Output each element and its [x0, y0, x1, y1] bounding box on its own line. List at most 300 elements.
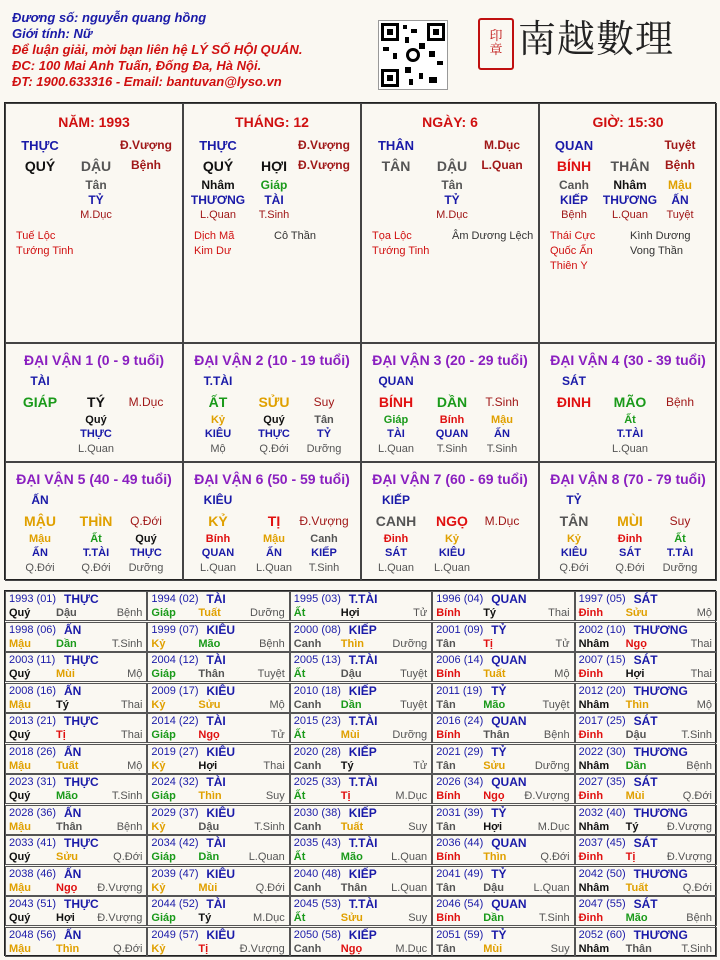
year-branch: Hợi: [340, 607, 360, 619]
year-branch: Dậu: [198, 820, 220, 833]
hidden-ten-god: TÀI: [387, 428, 405, 440]
year-ten-god: TÀI: [206, 592, 226, 606]
year-ten-god: KIẾP: [348, 866, 377, 881]
dai-van-cell: [183, 343, 361, 462]
ten-god: THỰC: [21, 138, 59, 153]
dai-van-cell: [539, 343, 717, 462]
hidden-ten-god: KIÊU: [438, 547, 466, 559]
hidden-ten-god: TÀI: [264, 193, 284, 207]
dai-van-god: TỶ: [566, 493, 582, 507]
year-cell: [575, 591, 717, 621]
dai-van-title: ĐẠI VẬN 6 (50 - 59 tuổi): [194, 471, 350, 487]
year-stage: L.Quan: [391, 881, 428, 894]
year-stem: Mậu: [9, 881, 31, 894]
year-cell: [432, 774, 574, 804]
year-label: 2045 (53): [293, 898, 341, 910]
year-ten-god: TỶ: [491, 683, 507, 698]
year-label: 1999 (07): [151, 623, 199, 636]
year-stage: M.Dục: [253, 912, 285, 924]
year-stem: Kỷ: [151, 942, 166, 955]
year-branch: Tuất: [198, 607, 221, 619]
year-branch: Mão: [56, 790, 78, 802]
year-cell: [147, 591, 289, 621]
dai-van-cell: [539, 462, 717, 581]
year-ten-god: T.TÀI: [348, 775, 378, 789]
year-stage: Đ.Vượng: [97, 881, 143, 894]
year-stem: Kỷ: [151, 759, 166, 772]
year-stem: Bính: [436, 851, 461, 863]
hidden-stage: T.Sinh: [436, 443, 468, 455]
earthly-branch: DẬU: [436, 158, 468, 174]
hidden-stem: Ất: [624, 414, 636, 426]
year-branch: Tị: [483, 637, 493, 650]
year-branch: Tị: [340, 790, 351, 802]
year-label: 2004 (12): [151, 654, 199, 666]
year-stem: Quý: [9, 607, 31, 619]
year-stem: Đinh: [578, 851, 604, 863]
year-stage: Bệnh: [686, 759, 712, 772]
dai-van-stem: BÍNH: [378, 394, 414, 410]
year-label: 2000 (08): [293, 623, 341, 636]
year-stem: Nhâm: [578, 759, 610, 772]
hidden-stem: Đinh: [617, 533, 643, 545]
branch-stage: Bệnh: [131, 158, 161, 172]
year-cell: [432, 896, 574, 926]
auspicious-star: Quốc Ấn: [550, 245, 593, 257]
dai-van-god: ẤN: [31, 493, 49, 507]
red-seal-stamp: 印 章: [478, 18, 514, 70]
hidden-ten-god: KIÊU: [560, 547, 588, 559]
year-branch: Mùi: [625, 790, 645, 802]
year-cell: [290, 591, 432, 621]
year-ten-god: THỰC: [64, 653, 99, 667]
year-cell: [5, 805, 147, 835]
year-stem: Giáp: [151, 912, 176, 924]
year-label: 2044 (52): [151, 898, 199, 910]
dai-van-god: TÀI: [30, 374, 50, 388]
auspicious-star: Kim Dư: [194, 245, 232, 257]
year-stem: Tân: [436, 759, 456, 772]
hidden-stage: Q.Đới: [559, 562, 589, 574]
other-star: Âm Dương Lệch: [452, 230, 534, 242]
year-ten-god: QUAN: [491, 653, 527, 667]
year-branch: Tuất: [56, 759, 79, 772]
year-stage: Bệnh: [686, 912, 712, 924]
year-label: 2010 (18): [293, 684, 341, 697]
pillar-cell: [539, 103, 717, 343]
year-stem: Canh: [293, 759, 322, 772]
year-ten-god: KIÊU: [206, 805, 236, 820]
hidden-stage: L.Quan: [77, 443, 115, 455]
year-branch: Dần: [483, 912, 504, 924]
year-branch: Hợi: [625, 668, 645, 680]
hidden-ten-god: SÁT: [619, 547, 641, 559]
hidden-stem: Ất: [90, 533, 102, 545]
year-label: 2046 (54): [436, 898, 484, 910]
year-ten-god: T.TÀI: [348, 592, 378, 606]
hidden-stage: L.Quan: [199, 562, 237, 574]
year-branch: Sửu: [340, 912, 363, 924]
hidden-ten-god: T.TÀI: [616, 428, 644, 440]
chart-main: [4, 102, 716, 580]
year-label: 2020 (28): [293, 745, 341, 758]
year-label: 2011 (19): [436, 684, 483, 697]
year-stage: T.Sinh: [539, 912, 570, 924]
hidden-stage: L.Quan: [611, 443, 649, 455]
year-stage: Thai: [690, 637, 712, 650]
year-ten-god: T.TÀI: [348, 836, 378, 850]
year-stage: T.Sinh: [681, 942, 712, 955]
year-branch: Ngọ: [56, 881, 78, 894]
hidden-stage: Tuyệt: [666, 209, 694, 221]
dai-van-stage: Đ.Vượng: [299, 514, 349, 528]
year-branch: Ngọ: [340, 942, 363, 955]
pillar-cell: [361, 103, 539, 343]
year-cell: [290, 652, 432, 682]
year-stem: Bính: [436, 607, 461, 619]
year-label: 2039 (47): [151, 867, 199, 880]
year-cell: [5, 713, 147, 743]
year-ten-god: QUAN: [491, 897, 527, 911]
dai-van-stem: ẤT: [208, 394, 228, 410]
dai-van-god: KIÊU: [203, 493, 233, 507]
year-stem: Kỷ: [151, 698, 166, 711]
year-cell: [575, 652, 717, 682]
year-label: 1996 (04): [436, 593, 484, 605]
dai-van-god: KIẾP: [381, 493, 411, 507]
year-label: 2050 (58): [293, 928, 341, 941]
hidden-ten-god: QUAN: [435, 428, 469, 440]
year-stage: Mộ: [696, 607, 712, 619]
year-stage: Mộ: [127, 759, 143, 772]
hidden-stage: L.Quan: [377, 562, 415, 574]
year-cell: [432, 591, 574, 621]
hidden-ten-god: KIẾP: [311, 547, 337, 559]
pillar-title: NĂM: 1993: [58, 114, 130, 130]
year-cell: [290, 927, 432, 957]
year-branch: Tuất: [340, 820, 364, 833]
auspicious-star: Tọa Lộc: [372, 230, 412, 242]
year-branch: Tý: [483, 607, 497, 619]
year-stage: Dưỡng: [534, 759, 570, 772]
dai-van-branch: MÙI: [617, 513, 643, 529]
year-ten-god: ẤN: [64, 866, 82, 881]
year-stage: Mộ: [269, 698, 285, 711]
year-branch: Dậu: [625, 729, 647, 741]
year-cell: [5, 591, 147, 621]
year-label: 2033 (41): [9, 837, 57, 849]
year-cell: [575, 774, 717, 804]
year-cell: [432, 683, 574, 713]
hidden-ten-god: ẤN: [266, 547, 282, 559]
pillar-title: THÁNG: 12: [235, 114, 309, 130]
year-stage: Thai: [690, 668, 712, 680]
dai-van-title: ĐẠI VẬN 2 (10 - 19 tuổi): [194, 352, 350, 368]
year-label: 1998 (06): [9, 623, 57, 636]
dai-van-stage: Suy: [313, 395, 335, 409]
year-stage: Thai: [120, 729, 143, 741]
year-cell: [290, 744, 432, 774]
year-cell: [290, 835, 432, 865]
hidden-stage: Dưỡng: [662, 562, 698, 574]
year-stem: Giáp: [151, 790, 176, 802]
hidden-stage: Bệnh: [561, 209, 587, 221]
year-stem: Bính: [436, 668, 461, 680]
other-star: Kình Dương: [630, 230, 691, 242]
dai-van-cell: [5, 343, 183, 462]
year-ten-god: SÁT: [633, 897, 658, 911]
dai-van-title: ĐẠI VẬN 4 (30 - 39 tuổi): [550, 352, 706, 368]
year-ten-god: SÁT: [633, 592, 658, 606]
year-stage: Q.Đới: [540, 851, 570, 863]
dai-van-stage: T.Sinh: [485, 395, 519, 409]
year-label: 2032 (40): [578, 806, 626, 819]
year-ten-god: ẤN: [64, 805, 82, 820]
year-ten-god: KIÊU: [206, 927, 236, 942]
year-stem: Tân: [436, 637, 456, 650]
hidden-stem: Quý: [263, 414, 285, 426]
dai-van-title: ĐẠI VẬN 5 (40 - 49 tuổi): [16, 471, 172, 487]
year-ten-god: THƯƠNG: [633, 927, 688, 942]
year-stem: Nhâm: [578, 820, 610, 833]
year-label: 2017 (25): [578, 715, 626, 727]
year-stem: Mậu: [9, 759, 31, 772]
hidden-stem: Kỷ: [566, 533, 582, 545]
pillar-title: NGÀY: 6: [422, 114, 478, 130]
auspicious-star: Thiên Y: [550, 260, 588, 272]
year-ten-god: QUAN: [491, 714, 527, 728]
year-ten-god: THƯƠNG: [633, 805, 688, 820]
year-stem: Ất: [293, 912, 306, 924]
year-label: 2016 (24): [436, 715, 484, 727]
year-cell: [5, 744, 147, 774]
hidden-stem: Mậu: [668, 178, 692, 192]
year-label: 2002 (10): [578, 623, 626, 636]
year-label: 2014 (22): [151, 715, 199, 727]
dai-van-stage: Q.Đới: [130, 514, 162, 528]
year-ten-god: THƯƠNG: [633, 683, 688, 698]
year-branch: Tị: [56, 729, 66, 741]
dai-van-stem: TÂN: [559, 513, 589, 529]
year-stem: Bính: [436, 912, 461, 924]
hidden-ten-god: THỰC: [130, 547, 162, 559]
hidden-ten-god: KIÊU: [204, 428, 232, 440]
year-ten-god: KIẾP: [348, 683, 377, 698]
year-label: 2040 (48): [293, 867, 341, 880]
year-label: 2051 (59): [436, 928, 484, 941]
year-label: 2015 (23): [293, 715, 341, 727]
year-ten-god: THỰC: [64, 836, 99, 850]
year-ten-god: SÁT: [633, 775, 658, 789]
year-stage: L.Quan: [248, 851, 285, 863]
year-label: 2036 (44): [436, 837, 484, 849]
year-stage: Đ.Vượng: [666, 851, 712, 863]
dai-van-god: T.TÀI: [203, 374, 233, 388]
year-stem: Quý: [9, 851, 31, 863]
year-branch: Mùi: [483, 942, 503, 955]
hidden-ten-god: KIẾP: [559, 193, 589, 207]
hidden-stem: Nhâm: [613, 178, 647, 192]
year-branch: Sửu: [625, 607, 648, 619]
year-stem: Mậu: [9, 820, 31, 833]
year-stage: Tử: [555, 637, 570, 650]
year-stage: Mộ: [696, 698, 712, 711]
hidden-stem: Bính: [205, 533, 231, 545]
year-ten-god: ẤN: [64, 683, 82, 698]
year-stem: Quý: [9, 912, 31, 924]
year-label: 2022 (30): [578, 745, 626, 758]
dai-van-branch: NGỌ: [436, 513, 468, 529]
year-stage: Dưỡng: [250, 607, 285, 619]
year-stem: Nhâm: [578, 942, 610, 955]
year-ten-god: QUAN: [491, 592, 527, 606]
year-cell: [5, 835, 147, 865]
year-ten-god: T.TÀI: [348, 897, 378, 911]
year-label: 2037 (45): [578, 837, 626, 849]
year-ten-god: THƯƠNG: [633, 866, 688, 881]
year-branch: Tuất: [483, 668, 506, 680]
heavenly-stem: BÍNH: [556, 158, 592, 174]
year-cell: [575, 744, 717, 774]
year-branch: Hợi: [198, 759, 218, 772]
year-ten-god: TÀI: [206, 653, 226, 667]
year-cell: [432, 835, 574, 865]
year-cell: [432, 744, 574, 774]
year-stage: Đ.Vượng: [666, 820, 712, 833]
ten-god-stage: Đ.Vượng: [298, 138, 350, 152]
year-label: 2021 (29): [436, 745, 484, 758]
hidden-stage: T.Sinh: [308, 562, 340, 574]
hidden-stem: Mậu: [263, 533, 285, 545]
year-cell: [432, 866, 574, 896]
year-stem: Tân: [436, 881, 456, 894]
pillar-cell: [5, 103, 183, 343]
dai-van-branch: THÌN: [79, 513, 113, 529]
year-stage: Mộ: [127, 668, 143, 680]
year-branch: Dần: [198, 851, 220, 863]
brand-logo: 南越數理: [518, 17, 675, 61]
year-ten-god: QUAN: [491, 775, 527, 789]
dai-van-stage: M.Dục: [128, 395, 164, 409]
year-cell: [147, 744, 289, 774]
year-label: 2052 (60): [578, 928, 626, 941]
year-branch: Thìn: [625, 698, 649, 711]
earthly-branch: THÂN: [610, 158, 650, 174]
hidden-stem: Canh: [310, 533, 338, 545]
auspicious-star: Dịch Mã: [194, 230, 235, 242]
year-branch: Mão: [625, 912, 648, 924]
hidden-stage: M.Dục: [80, 209, 112, 221]
hidden-ten-god: THỰC: [258, 428, 290, 440]
hidden-ten-god: T.TÀI: [82, 547, 110, 559]
year-label: 1994 (02): [151, 593, 199, 605]
year-cell: [432, 927, 574, 957]
year-cell: [5, 927, 147, 957]
year-stem: Quý: [9, 790, 31, 802]
hidden-ten-god: ẤN: [494, 428, 510, 440]
year-label: 2012 (20): [578, 684, 626, 697]
year-stem: Canh: [293, 698, 322, 711]
year-stage: Suy: [408, 912, 428, 924]
year-stem: Đinh: [578, 912, 604, 924]
branch-stage: Bệnh: [665, 158, 695, 172]
dai-van-cell: [5, 462, 183, 581]
year-stage: L.Quan: [533, 881, 570, 894]
year-label: 2003 (11): [9, 654, 56, 666]
year-ten-god: TÀI: [206, 836, 226, 850]
year-branch: Mùi: [198, 881, 218, 894]
hidden-stem: Ất: [674, 533, 686, 545]
year-ten-god: QUAN: [491, 836, 527, 850]
year-cell: [575, 927, 717, 957]
hidden-stem: Bính: [439, 414, 465, 426]
year-stem: Canh: [293, 881, 322, 894]
year-label: 2042 (50): [578, 867, 626, 880]
qr-code-icon: [378, 20, 448, 90]
year-ten-god: KIÊU: [206, 683, 236, 698]
year-branch: Mão: [483, 698, 506, 711]
year-stage: T.Sinh: [254, 820, 285, 833]
year-cell: [5, 896, 147, 926]
year-stage: Suy: [550, 942, 570, 955]
hidden-ten-god: THƯƠNG: [190, 193, 246, 207]
hidden-stage: L.Quan: [611, 209, 649, 221]
year-branch: Sửu: [483, 759, 506, 772]
dai-van-stem: KỶ: [208, 513, 228, 529]
year-branch: Mùi: [56, 668, 75, 680]
year-branch: Thìn: [56, 942, 80, 955]
year-stage: M.Dục: [395, 942, 428, 955]
year-stem: Ất: [293, 607, 306, 619]
year-ten-god: TỶ: [491, 866, 507, 881]
hidden-stem: Tân: [441, 178, 463, 192]
contact-note: Để luận giải, mời bạn liên hệ LÝ SỐ HỘI QUÁN.: [12, 42, 303, 57]
year-branch: Tý: [56, 698, 69, 711]
hidden-stem: Mậu: [491, 414, 513, 426]
year-ten-god: THỰC: [64, 714, 99, 728]
year-ten-god: THỰC: [64, 775, 99, 789]
year-branch: Tị: [625, 851, 636, 863]
year-branch: Sửu: [56, 851, 79, 863]
year-ten-god: SÁT: [633, 653, 658, 667]
year-stage: Đ.Vượng: [239, 942, 285, 955]
year-branch: Thân: [198, 668, 225, 680]
year-label: 2007 (15): [578, 654, 626, 666]
year-label: 2005 (13): [293, 654, 341, 666]
year-branch: Mùi: [340, 729, 360, 741]
year-stage: Q.Đới: [682, 790, 712, 802]
year-stem: Canh: [293, 942, 322, 955]
year-stem: Ất: [293, 668, 306, 680]
year-label: 2018 (26): [9, 745, 57, 758]
year-cell: [432, 622, 574, 652]
year-stage: Q.Đới: [113, 942, 143, 955]
year-ten-god: THỰC: [64, 897, 99, 911]
heavenly-stem: QUÝ: [202, 158, 234, 174]
year-cell: [290, 896, 432, 926]
year-stem: Nhâm: [578, 698, 610, 711]
year-stem: Bính: [436, 790, 461, 802]
hidden-stem: Tân: [85, 178, 107, 192]
year-ten-god: KIẾP: [348, 805, 377, 820]
year-ten-god: KIÊU: [206, 744, 236, 759]
hidden-ten-god: THƯƠNG: [602, 193, 658, 207]
year-stem: Giáp: [151, 607, 176, 619]
year-label: 2008 (16): [9, 684, 57, 697]
other-star: Vong Thần: [630, 245, 684, 257]
year-cell: [575, 713, 717, 743]
year-cell: [5, 866, 147, 896]
